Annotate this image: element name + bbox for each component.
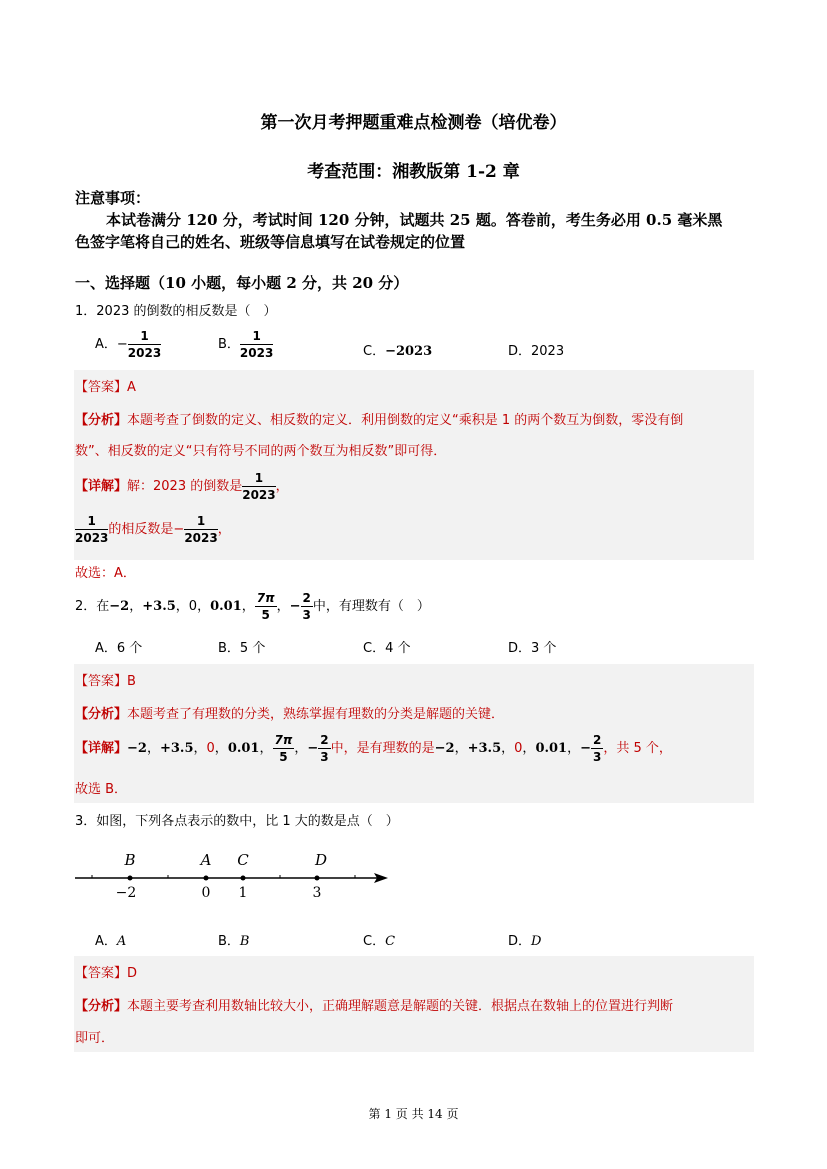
q1-option-a-fraction: $\frac{1}{2023}$ (127, 329, 162, 360)
q2-option-a[interactable]: A．6 个 (95, 641, 143, 656)
q2-option-c[interactable]: C．4 个 (363, 641, 411, 656)
svg-text:−2: −2 (115, 885, 137, 901)
q1-option-a-label: A．− (95, 337, 128, 352)
section-heading: 一、选择题（10 小题，每小题 2 分，共 20 分） (75, 274, 409, 292)
q1-detail-line-2: $\frac{1}{2023}$ 的相反数是− $\frac{1}{2023}$ ， (75, 514, 231, 545)
q3-option-d[interactable]: D．D (508, 934, 542, 949)
svg-text:A: A (200, 851, 212, 869)
number-line (70, 845, 400, 905)
svg-text:1: 1 (238, 885, 248, 901)
q3-option-c[interactable]: C．C (363, 934, 396, 949)
q1-option-b[interactable] (218, 330, 273, 359)
q1-detail-fraction-3: $\frac{1}{2023}$ (184, 514, 218, 545)
q3-analysis-text-1: 本题主要考查利用数轴比较大小，正确理解题意是解题的关键．根据点在数轴上的位置进行判断 (127, 999, 674, 1014)
point-b (116, 851, 137, 901)
page-title: 第一次月考押题重难点检测卷（培优卷） (260, 113, 567, 133)
q2-stem: 2．在−2，+3.5，0，0.01， $\frac{7\pi}{5}$ ，− $\frac{2}{3}$ 中，有理数有（ ） (75, 591, 430, 622)
svg-text:B: B (124, 851, 136, 869)
point-d (313, 851, 327, 901)
q1-option-b-label: B． (218, 337, 240, 352)
svg-text:0: 0 (201, 885, 211, 901)
q1-analysis-line-1 (75, 409, 683, 428)
q1-option-b-fraction: $\frac{1}{2023}$ (239, 329, 274, 360)
q1-option-a[interactable] (95, 330, 161, 359)
q1-detail-line-1: 【详解】解：2023 的倒数是 $\frac{1}{2023}$ ， (75, 471, 289, 502)
q1-option-c-value: −2023 (385, 344, 433, 359)
q1-analysis-tag: 【分析】 (75, 413, 128, 428)
q1-analysis-line-2: 数”、相反数的定义“只有符号不同的两个数互为相反数”即可得． (75, 444, 447, 459)
q2-stem-fraction-1: $\frac{7\pi}{5}$ (256, 591, 275, 622)
q1-option-c[interactable] (363, 340, 432, 359)
q1-detail-text-1: 解：2023 的倒数是 (127, 479, 243, 494)
q1-conclusion: 故选：A． (75, 566, 136, 581)
q2-detail-fraction-2: $\frac{2}{3}$ (320, 733, 329, 764)
q2-analysis (75, 703, 504, 722)
point-a (199, 851, 212, 901)
q2-answer: 【答案】B (75, 674, 136, 689)
q2-analysis-tag: 【分析】 (75, 707, 128, 722)
q2-option-d[interactable]: D．3 个 (508, 641, 557, 656)
q1-detail-tag: 【详解】 (75, 479, 128, 494)
q2-conclusion: 故选 B． (75, 782, 128, 797)
q1-detail-fraction-2: $\frac{1}{2023}$ (75, 514, 109, 545)
page-subtitle: 考查范围：湘教版第 1-2 章 (307, 162, 520, 182)
q3-option-b[interactable]: B．B (218, 934, 250, 949)
q1-stem: 1．2023 的倒数的相反数是（ ） (75, 304, 277, 319)
q2-option-b[interactable]: B．5 个 (218, 641, 266, 656)
q3-answer: 【答案】D (75, 966, 138, 981)
svg-text:C: C (237, 851, 249, 869)
q2-detail: 【详解】−2，+3.5，0，0.01， $\frac{7\pi}{5}$ ，− $\frac{2}{3}$ 中，是有理数的是−2，+3.5，0，0.01，− $\frac{2}{3}$ ，共 5 个， (75, 733, 672, 764)
q3-option-a[interactable]: A．A (95, 934, 127, 949)
q1-analysis-text-1: 本题考查了倒数的定义、相反数的定义．利用倒数的定义“乘积是 1 的两个数互为倒数，零没有倒 (127, 413, 684, 428)
q1-option-d[interactable]: D．2023 (508, 344, 565, 359)
notes-line-1: 本试卷满分 120 分，考试时间 120 分钟，试题共 25 题。答卷前，考生务必用 0.5 毫米黑 (106, 211, 723, 229)
q2-detail-tag: 【详解】 (75, 741, 128, 756)
q1-answer: 【答案】A (75, 380, 136, 395)
q2-stem-fraction-2: $\frac{2}{3}$ (302, 591, 311, 622)
q3-analysis-line-1 (75, 995, 673, 1014)
q3-analysis-line-2: 即可． (75, 1031, 115, 1046)
svg-text:3: 3 (312, 885, 322, 901)
q2-detail-fraction-1: $\frac{7\pi}{5}$ (274, 733, 293, 764)
q2-analysis-text: 本题考查了有理数的分类，熟练掌握有理数的分类是解题的关键． (127, 707, 505, 722)
notes-line-2: 色签字笔将自己的姓名、班级等信息填写在试卷规定的位置 (75, 233, 466, 251)
point-c (237, 851, 249, 901)
q3-analysis-tag: 【分析】 (75, 999, 128, 1014)
q1-option-c-label: C． (363, 344, 386, 359)
svg-text:D: D (314, 851, 328, 869)
q1-detail-fraction-1: $\frac{1}{2023}$ (242, 471, 276, 502)
notes-heading: 注意事项： (75, 189, 151, 207)
q3-stem: 3．如图，下列各点表示的数中，比 1 大的数是点（ ） (75, 814, 399, 829)
page-footer: 第 1 页 共 14 页 (368, 1107, 459, 1121)
q2-detail-fraction-3: $\frac{2}{3}$ (593, 733, 602, 764)
